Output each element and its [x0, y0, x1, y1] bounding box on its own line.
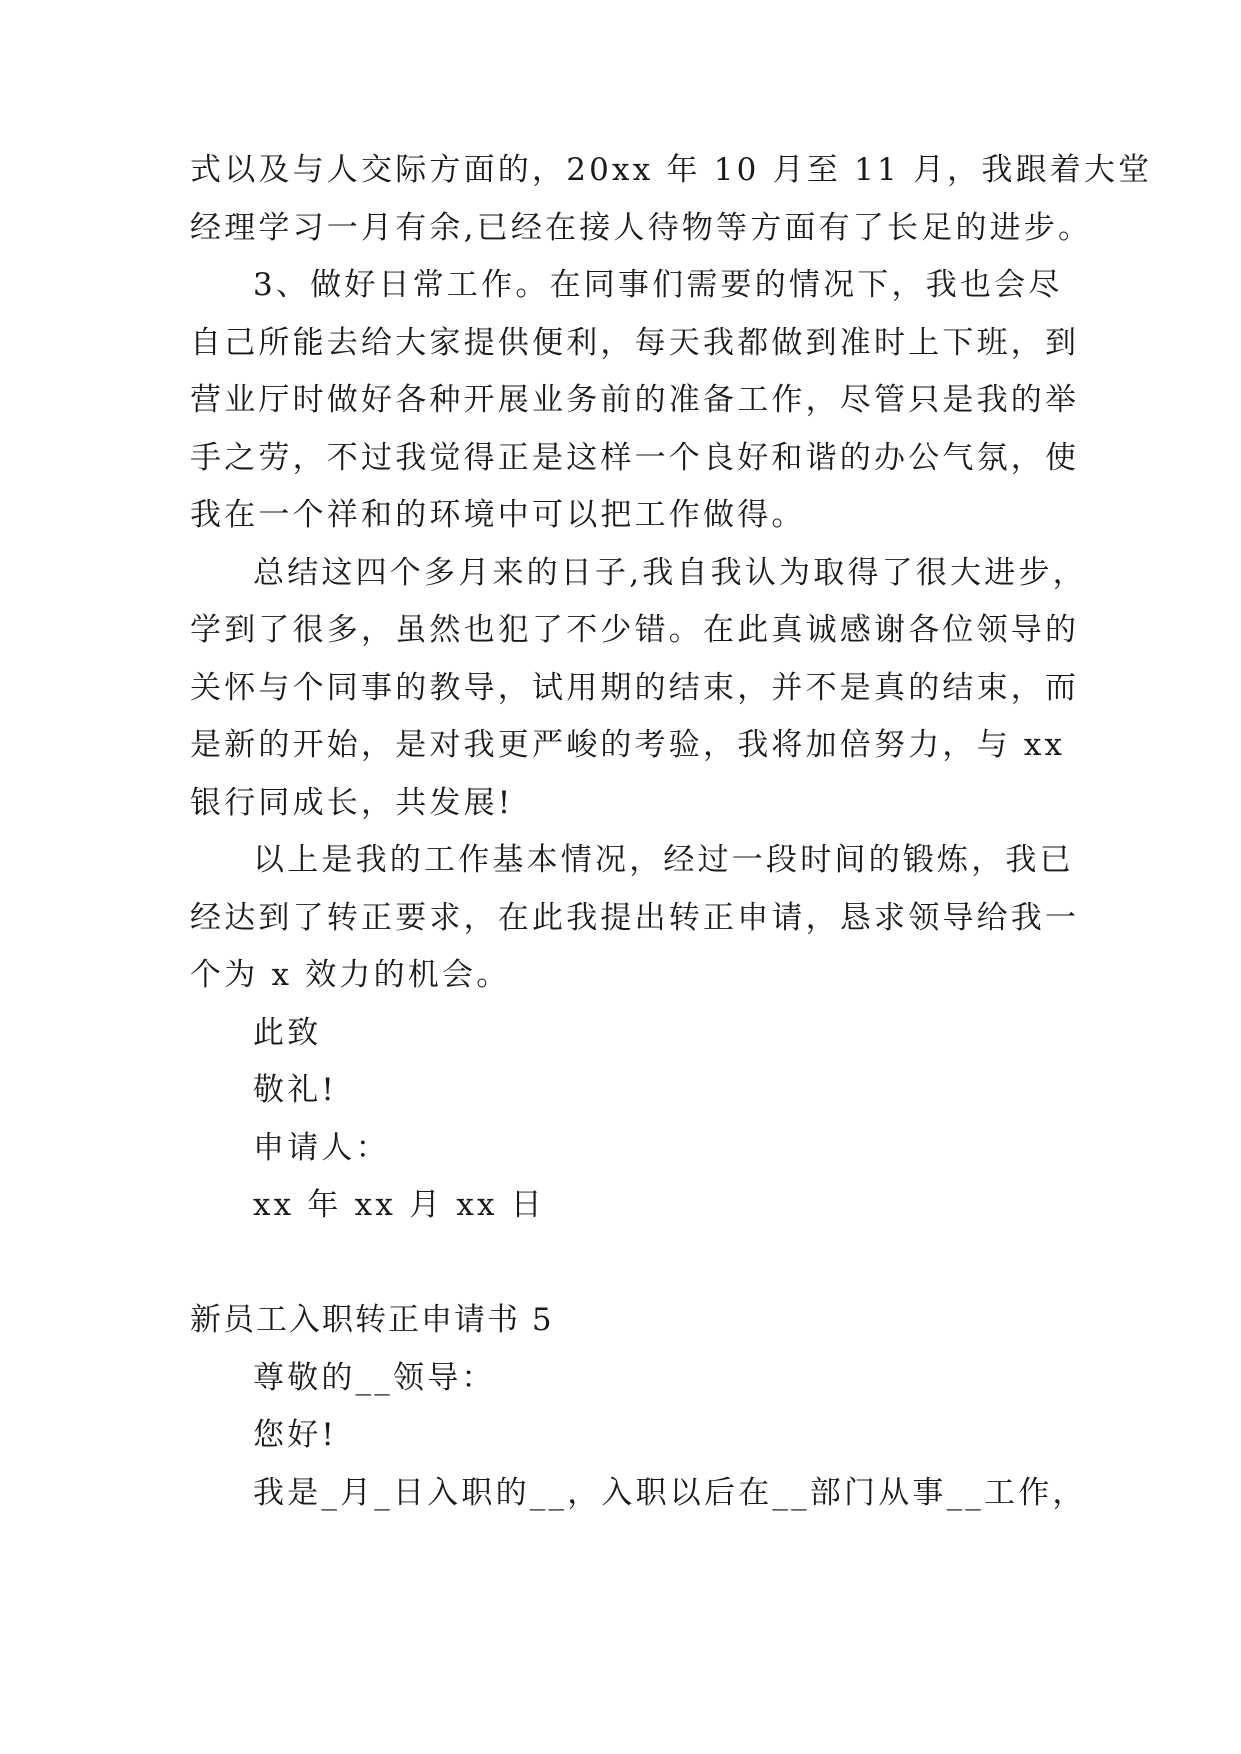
closing-regards: 敬礼!: [253, 1072, 338, 1108]
body-line: 自己所能去给大家提供便利，每天我都做到准时上下班，到: [190, 325, 1080, 361]
body-line: 营业厅时做好各种开展业务前的准备工作，尽管只是我的举: [190, 382, 1080, 418]
greeting-line: 尊敬的__领导：: [253, 1360, 496, 1396]
body-line: 式以及与人交际方面的，20xx 年 10 月至 11 月，我跟着大堂: [190, 152, 1153, 188]
closing-salutation: 此致: [253, 1015, 322, 1051]
body-line: 我在一个祥和的环境中可以把工作做得。: [190, 497, 806, 533]
body-line: 关怀与个同事的教导，试用期的结束，并不是真的结束，而: [190, 670, 1080, 706]
body-line: 经理学习一月有余,已经在接人待物等方面有了长足的进步。: [190, 210, 1093, 246]
section-heading: 新员工入职转正申请书 5: [190, 1302, 554, 1338]
body-line: 个为 x 效力的机会。: [190, 957, 511, 993]
body-line: 银行同成长，共发展!: [190, 785, 514, 821]
date-line: xx 年 xx 月 xx 日: [253, 1187, 545, 1223]
paragraph-start-line: 3、做好日常工作。在同事们需要的情况下，我也会尽: [253, 267, 1063, 303]
paragraph-start-line: 总结这四个多月来的日子,我自我认为取得了很大进步，: [253, 555, 1087, 591]
applicant-label: 申请人：: [253, 1130, 390, 1166]
body-line: 学到了很多，虽然也犯了不少错。在此真诚感谢各位领导的: [190, 612, 1080, 648]
paragraph-start-line: 我是_月_日入职的__，入职以后在__部门从事__工作，: [253, 1475, 1087, 1511]
paragraph-start-line: 以上是我的工作基本情况，经过一段时间的锻炼，我已: [253, 842, 1074, 878]
body-line: 是新的开始，是对我更严峻的考验，我将加倍努力，与 xx: [190, 727, 1066, 763]
body-line: 经达到了转正要求，在此我提出转正申请，恳求领导给我一: [190, 900, 1080, 936]
body-line: 手之劳，不过我觉得正是这样一个良好和谐的办公气氛，使: [190, 440, 1080, 476]
greeting-line: 您好!: [253, 1417, 338, 1453]
